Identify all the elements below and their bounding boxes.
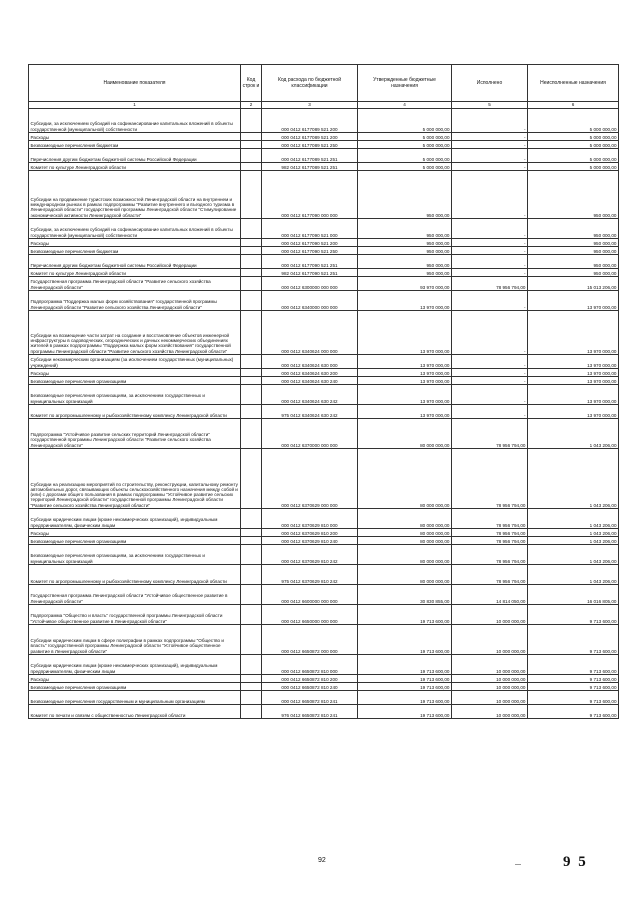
row-executed: - xyxy=(452,269,528,277)
column-number: 3 xyxy=(262,102,358,109)
row-budget-code: 000 0412 6177090 521 200 xyxy=(262,239,358,247)
row-approved: 950 000,00 xyxy=(358,255,452,269)
row-approved: 13 970 000,00 xyxy=(358,385,452,405)
row-executed: 10 000 000,00 xyxy=(452,691,528,705)
table-row xyxy=(29,691,619,705)
row-unexecuted: 5 000 000,00 xyxy=(528,109,619,133)
row-approved: 19 713 600,00 xyxy=(358,655,452,675)
row-budget-code: 000 0412 6370629 810 200 xyxy=(262,529,358,537)
row-budget-code: 000 0412 6177089 521 200 xyxy=(262,133,358,141)
table-row xyxy=(29,509,619,529)
row-unexecuted: 1 043 206,00 xyxy=(528,419,619,449)
row-unexecuted: 13 970 000,00 xyxy=(528,369,619,377)
row-name: Перечисления другим бюджетам бюджетной системы Российской Федерации xyxy=(29,149,241,163)
row-unexecuted: 16 016 805,00 xyxy=(528,585,619,605)
row-name: Безвозмездные перечисления организациям xyxy=(29,377,241,385)
table-row xyxy=(29,291,619,311)
row-line-code xyxy=(241,269,262,277)
table-row xyxy=(29,545,619,565)
row-unexecuted: 5 000 000,00 xyxy=(528,141,619,149)
row-executed: 10 000 000,00 xyxy=(452,683,528,691)
row-line-code xyxy=(241,529,262,537)
row-line-code xyxy=(241,377,262,385)
row-budget-code: 982 0412 6177089 521 251 xyxy=(262,163,358,171)
row-line-code xyxy=(241,291,262,311)
row-line-code xyxy=(241,655,262,675)
row-budget-code: 000 0412 6370629 810 000 xyxy=(262,509,358,529)
row-name: Расходы xyxy=(29,675,241,683)
row-approved: 13 970 000,00 xyxy=(358,311,452,355)
row-name: Безвозмездные перечисления организациям, за исключением государственных и муниципальных организаций xyxy=(29,545,241,565)
row-line-code xyxy=(241,405,262,419)
row-unexecuted: 1 043 206,00 xyxy=(528,565,619,585)
header-unexecuted: Неисполненные назначения xyxy=(528,65,619,102)
row-unexecuted: 1 043 206,00 xyxy=(528,537,619,545)
row-line-code xyxy=(241,355,262,369)
row-name: Субсидии, за исключением субсидий на софинансирование капитальных вложений в объекты государственной (муниципальной) собственности xyxy=(29,219,241,239)
column-number: 5 xyxy=(452,102,528,109)
table-row xyxy=(29,655,619,675)
table-row xyxy=(29,269,619,277)
row-approved: 30 830 855,00 xyxy=(358,585,452,605)
table-header-row xyxy=(29,65,619,102)
row-executed: - xyxy=(452,109,528,133)
row-executed: 78 956 794,00 xyxy=(452,565,528,585)
row-executed: 78 956 794,00 xyxy=(452,545,528,565)
row-line-code xyxy=(241,369,262,377)
row-line-code xyxy=(241,277,262,291)
row-name: Субсидии на реализацию мероприятий по строительству, реконструкции, капитальному ремонту автомобильных дорог, связывающих объекты сельскохозяйственного назначения между собой и (или) с дорогами общего пользования в рамках подпрограммы "Устойчивое развитие сельских территорий Ленинградской области" государственной программы Ленинградской области "Развитие сельского хозяйства Ленинградской области" xyxy=(29,449,241,509)
row-budget-code: 000 0412 6650872 810 240 xyxy=(262,683,358,691)
row-budget-code: 000 0412 6340624 630 240 xyxy=(262,377,358,385)
row-approved: 950 000,00 xyxy=(358,269,452,277)
row-unexecuted: 9 713 600,00 xyxy=(528,683,619,691)
row-executed: - xyxy=(452,247,528,255)
row-name: Субсидии юридическим лицам (кроме некоммерческих организаций), индивидуальным предпринимателям, физическим лицам xyxy=(29,655,241,675)
row-name: Субсидии юридическим лицам (кроме некоммерческих организаций), индивидуальным предпринимателям, физическим лицам xyxy=(29,509,241,529)
row-budget-code: 975 0412 6370629 810 242 xyxy=(262,565,358,585)
row-budget-code: 000 0412 6177090 521 250 xyxy=(262,247,358,255)
row-approved: 5 000 000,00 xyxy=(358,163,452,171)
row-unexecuted: 15 013 206,00 xyxy=(528,277,619,291)
row-name: Комитет по агропромышленному и рыбохозяйственному комплексу Ленинградской области xyxy=(29,565,241,585)
row-unexecuted: 950 000,00 xyxy=(528,269,619,277)
row-approved: 19 713 600,00 xyxy=(358,675,452,683)
table-row xyxy=(29,683,619,691)
table-row xyxy=(29,377,619,385)
row-unexecuted: 950 000,00 xyxy=(528,239,619,247)
row-approved: 80 000 000,00 xyxy=(358,509,452,529)
table-row xyxy=(29,239,619,247)
table-row xyxy=(29,565,619,585)
row-line-code xyxy=(241,683,262,691)
row-approved: 13 970 000,00 xyxy=(358,355,452,369)
row-line-code xyxy=(241,219,262,239)
row-executed: - xyxy=(452,369,528,377)
row-unexecuted: 950 000,00 xyxy=(528,255,619,269)
header-approved: Утвержденные бюджетные назначения xyxy=(358,65,452,102)
row-budget-code: 000 0412 6650872 000 000 xyxy=(262,625,358,655)
row-unexecuted: 1 043 206,00 xyxy=(528,545,619,565)
header-line-code: Код строк и xyxy=(241,65,262,102)
row-budget-code: 975 0412 6340624 630 242 xyxy=(262,405,358,419)
row-unexecuted: 5 000 000,00 xyxy=(528,149,619,163)
table-row xyxy=(29,219,619,239)
row-unexecuted: 9 713 600,00 xyxy=(528,705,619,719)
table-row xyxy=(29,625,619,655)
row-line-code xyxy=(241,385,262,405)
table-row xyxy=(29,171,619,219)
row-budget-code: 000 0412 6650872 810 200 xyxy=(262,675,358,683)
column-number: 4 xyxy=(358,102,452,109)
row-approved: 950 000,00 xyxy=(358,247,452,255)
row-line-code xyxy=(241,565,262,585)
table-row xyxy=(29,405,619,419)
table-row xyxy=(29,605,619,625)
row-line-code xyxy=(241,545,262,565)
row-budget-code: 000 0412 6600000 000 000 xyxy=(262,585,358,605)
row-line-code xyxy=(241,625,262,655)
budget-report-sheet xyxy=(28,64,618,719)
row-approved: 19 713 600,00 xyxy=(358,625,452,655)
row-name: Субсидии некоммерческим организациям (за исключением государственных (муниципальных) учреждений) xyxy=(29,355,241,369)
row-name: Расходы xyxy=(29,239,241,247)
row-executed: - xyxy=(452,219,528,239)
row-approved: 5 000 000,00 xyxy=(358,133,452,141)
row-approved: 950 000,00 xyxy=(358,239,452,247)
page-number: 92 xyxy=(318,857,326,864)
row-unexecuted: 5 000 000,00 xyxy=(528,163,619,171)
row-line-code xyxy=(241,691,262,705)
row-name: Подпрограмма "Устойчивое развитие сельских территорий Ленинградской области" государственной программы Ленинградской области "Развитие сельского хозяйства Ленинградской области" xyxy=(29,419,241,449)
row-approved: 5 000 000,00 xyxy=(358,109,452,133)
row-name: Расходы xyxy=(29,529,241,537)
row-name: Безвозмездные перечисления организациям, за исключением государственных и муниципальных организаций xyxy=(29,385,241,405)
row-line-code xyxy=(241,585,262,605)
row-executed: - xyxy=(452,405,528,419)
row-approved: 80 000 000,00 xyxy=(358,565,452,585)
row-budget-code: 982 0412 6177090 521 251 xyxy=(262,269,358,277)
row-line-code xyxy=(241,311,262,355)
header-budget-code: Код расхода по бюджетной классификации xyxy=(262,65,358,102)
row-name: Субсидии, за исключением субсидий на софинансирование капитальных вложений в объекты государственной (муниципальной) собственности xyxy=(29,109,241,133)
row-approved: 80 000 000,00 xyxy=(358,545,452,565)
row-line-code xyxy=(241,141,262,149)
row-approved: 13 970 000,00 xyxy=(358,405,452,419)
table-row xyxy=(29,255,619,269)
row-budget-code: 000 0412 6650000 000 000 xyxy=(262,605,358,625)
row-unexecuted: 950 000,00 xyxy=(528,171,619,219)
row-unexecuted: 950 000,00 xyxy=(528,247,619,255)
row-line-code xyxy=(241,449,262,509)
table-row xyxy=(29,369,619,377)
row-budget-code: 000 0412 6370000 000 000 xyxy=(262,419,358,449)
row-line-code xyxy=(241,537,262,545)
row-executed: 10 000 000,00 xyxy=(452,675,528,683)
row-line-code xyxy=(241,255,262,269)
row-unexecuted: 13 970 000,00 xyxy=(528,385,619,405)
row-executed: 78 956 794,00 xyxy=(452,529,528,537)
row-approved: 13 970 000,00 xyxy=(358,291,452,311)
row-line-code xyxy=(241,109,262,133)
row-name: Подпрограмма "Поддержка малых форм хозяйствования" государственной программы Ленинградской области "Развитие сельского хозяйства Ленинградской области" xyxy=(29,291,241,311)
row-unexecuted: 9 713 600,00 xyxy=(528,605,619,625)
row-line-code xyxy=(241,133,262,141)
row-budget-code: 000 0412 6340624 630 000 xyxy=(262,355,358,369)
row-executed: - xyxy=(452,355,528,369)
row-name: Безвозмездные перечисления бюджетам xyxy=(29,247,241,255)
row-approved: 950 000,00 xyxy=(358,171,452,219)
row-approved: 80 000 000,00 xyxy=(358,449,452,509)
header-executed: Исполнено xyxy=(452,65,528,102)
row-name: Расходы xyxy=(29,133,241,141)
row-line-code xyxy=(241,419,262,449)
row-budget-code: 000 0412 6177089 521 251 xyxy=(262,149,358,163)
row-approved: 5 000 000,00 xyxy=(358,149,452,163)
row-name: Безвозмездные перечисления бюджетам xyxy=(29,141,241,149)
row-budget-code: 000 0412 6650872 810 241 xyxy=(262,691,358,705)
row-approved: 80 000 000,00 xyxy=(358,537,452,545)
row-unexecuted: 13 970 000,00 xyxy=(528,377,619,385)
row-executed: 10 000 000,00 xyxy=(452,705,528,719)
stamp-number: 9 5 xyxy=(563,854,588,870)
table-row xyxy=(29,277,619,291)
row-budget-code: 000 0412 6300000 000 000 xyxy=(262,277,358,291)
row-executed: - xyxy=(452,311,528,355)
table-row xyxy=(29,419,619,449)
row-name: Субсидии на возмещение части затрат на создание и восстановление объектов инженерной инфраструктуры в садоводческих, огороднических и дачных некоммерческих объединениях жителей в рамках подпрограммы "Поддержка малых форм хозяйствования" государственной программы Ленинградской области "Развитие сельского хозяйства Ленинградской области" xyxy=(29,311,241,355)
row-approved: 950 000,00 xyxy=(358,219,452,239)
row-name: Комитет по агропромышленному и рыбохозяйственному комплексу Ленинградской области xyxy=(29,405,241,419)
row-line-code xyxy=(241,605,262,625)
table-row xyxy=(29,355,619,369)
table-row xyxy=(29,141,619,149)
row-name: Комитет по культуре Ленинградской области xyxy=(29,163,241,171)
row-budget-code: 000 0412 6177090 000 000 xyxy=(262,171,358,219)
row-executed: 14 814 050,00 xyxy=(452,585,528,605)
row-unexecuted: 1 043 206,00 xyxy=(528,509,619,529)
row-unexecuted: 1 043 206,00 xyxy=(528,449,619,509)
table-row xyxy=(29,109,619,133)
row-name: Субсидии на продвижение туристских возможностей Ленинградской области на внутреннем и международном рынках в рамках подпрограммы "Развитие внутреннего и въездного туризма в Ленинградской области" государственной программы Ленинградской области "Стимулирование экономической активности Ленинградской области" xyxy=(29,171,241,219)
row-budget-code: 000 0412 6340000 000 000 xyxy=(262,291,358,311)
table-row xyxy=(29,449,619,509)
table-row xyxy=(29,705,619,719)
row-approved: 5 000 000,00 xyxy=(358,141,452,149)
row-unexecuted: 1 043 206,00 xyxy=(528,529,619,537)
row-executed: 78 956 794,00 xyxy=(452,277,528,291)
table-row xyxy=(29,247,619,255)
row-unexecuted: 9 713 600,00 xyxy=(528,691,619,705)
column-number: 2 xyxy=(241,102,262,109)
row-executed: - xyxy=(452,385,528,405)
row-line-code xyxy=(241,675,262,683)
row-executed: - xyxy=(452,377,528,385)
header-indicator-name: Наименование показателя xyxy=(29,65,241,102)
column-number-row xyxy=(29,102,619,109)
row-name: Подпрограмма "Общество и власть" государственной программы Ленинградской области "Устойчивое общественное развитие в Ленинградской области" xyxy=(29,605,241,625)
row-unexecuted: 9 713 600,00 xyxy=(528,625,619,655)
table-row xyxy=(29,529,619,537)
table-row xyxy=(29,585,619,605)
row-budget-code: 976 0412 6650872 810 241 xyxy=(262,705,358,719)
row-executed: 78 956 794,00 xyxy=(452,537,528,545)
footer-mark: — xyxy=(515,862,521,868)
row-name: Расходы xyxy=(29,369,241,377)
budget-execution-table xyxy=(28,64,619,719)
row-unexecuted: 950 000,00 xyxy=(528,219,619,239)
row-executed: 78 956 794,00 xyxy=(452,509,528,529)
row-unexecuted: 13 970 000,00 xyxy=(528,311,619,355)
table-row xyxy=(29,675,619,683)
row-name: Государственная программа Ленинградской области "Развитие сельского хозяйства Ленинградской области" xyxy=(29,277,241,291)
row-executed: - xyxy=(452,163,528,171)
row-unexecuted: 5 000 000,00 xyxy=(528,133,619,141)
row-line-code xyxy=(241,705,262,719)
row-name: Безвозмездные перечисления организациям xyxy=(29,683,241,691)
row-line-code xyxy=(241,171,262,219)
table-row xyxy=(29,537,619,545)
row-approved: 13 970 000,00 xyxy=(358,377,452,385)
row-executed: 10 000 000,00 xyxy=(452,655,528,675)
row-name: Безвозмездные перечисления организациям xyxy=(29,537,241,545)
table-row xyxy=(29,133,619,141)
row-name: Комитет по культуре Ленинградской области xyxy=(29,269,241,277)
row-name: Государственная программа Ленинградской области "Устойчивое общественное развитие в Ленинградской области" xyxy=(29,585,241,605)
row-approved: 19 713 600,00 xyxy=(358,605,452,625)
row-unexecuted: 9 713 600,00 xyxy=(528,675,619,683)
row-line-code xyxy=(241,163,262,171)
table-row xyxy=(29,385,619,405)
row-name: Безвозмездные перечисления государственным и муниципальным организациям xyxy=(29,691,241,705)
row-budget-code: 000 0412 6340624 000 000 xyxy=(262,311,358,355)
row-executed: 78 956 794,00 xyxy=(452,419,528,449)
row-budget-code: 000 0412 6370629 810 242 xyxy=(262,545,358,565)
row-budget-code: 000 0412 6340624 630 242 xyxy=(262,385,358,405)
row-unexecuted: 13 970 000,00 xyxy=(528,405,619,419)
row-executed: 10 000 000,00 xyxy=(452,605,528,625)
row-budget-code: 000 0412 6370629 810 240 xyxy=(262,537,358,545)
row-executed: 10 000 000,00 xyxy=(452,625,528,655)
row-budget-code: 000 0412 6177089 521 200 xyxy=(262,109,358,133)
table-row xyxy=(29,311,619,355)
row-name: Субсидии юридическим лицам в сфере полиграфии в рамках подпрограммы "Общество и власть" государственной программы Ленинградской области "Устойчивое общественное развитие в Ленинградской области" xyxy=(29,625,241,655)
row-approved: 93 970 000,00 xyxy=(358,277,452,291)
row-executed: - xyxy=(452,291,528,311)
row-name: Перечисления другим бюджетам бюджетной системы Российской Федерации xyxy=(29,255,241,269)
row-executed: - xyxy=(452,171,528,219)
row-approved: 19 713 600,00 xyxy=(358,705,452,719)
row-approved: 19 713 600,00 xyxy=(358,683,452,691)
row-approved: 80 000 000,00 xyxy=(358,529,452,537)
row-executed: - xyxy=(452,255,528,269)
row-line-code xyxy=(241,239,262,247)
row-budget-code: 000 0412 6177090 521 000 xyxy=(262,219,358,239)
row-approved: 19 713 600,00 xyxy=(358,691,452,705)
row-budget-code: 000 0412 6650872 810 000 xyxy=(262,655,358,675)
row-executed: 78 956 794,00 xyxy=(452,449,528,509)
row-line-code xyxy=(241,149,262,163)
row-approved: 80 000 000,00 xyxy=(358,419,452,449)
row-budget-code: 000 0412 6340624 630 200 xyxy=(262,369,358,377)
row-name: Комитет по печати и связям с общественностью Ленинградской области xyxy=(29,705,241,719)
row-budget-code: 000 0412 6177089 521 250 xyxy=(262,141,358,149)
row-unexecuted: 9 713 600,00 xyxy=(528,655,619,675)
row-executed: - xyxy=(452,149,528,163)
row-unexecuted: 13 970 000,00 xyxy=(528,291,619,311)
row-line-code xyxy=(241,509,262,529)
row-unexecuted: 13 970 000,00 xyxy=(528,355,619,369)
row-executed: - xyxy=(452,239,528,247)
row-executed: - xyxy=(452,141,528,149)
column-number: 1 xyxy=(29,102,241,109)
column-number: 6 xyxy=(528,102,619,109)
row-budget-code: 000 0412 6177090 521 251 xyxy=(262,255,358,269)
row-line-code xyxy=(241,247,262,255)
row-executed: - xyxy=(452,133,528,141)
table-body xyxy=(29,109,619,719)
row-budget-code: 000 0412 6370629 000 000 xyxy=(262,449,358,509)
table-row xyxy=(29,149,619,163)
row-approved: 13 970 000,00 xyxy=(358,369,452,377)
table-row xyxy=(29,163,619,171)
